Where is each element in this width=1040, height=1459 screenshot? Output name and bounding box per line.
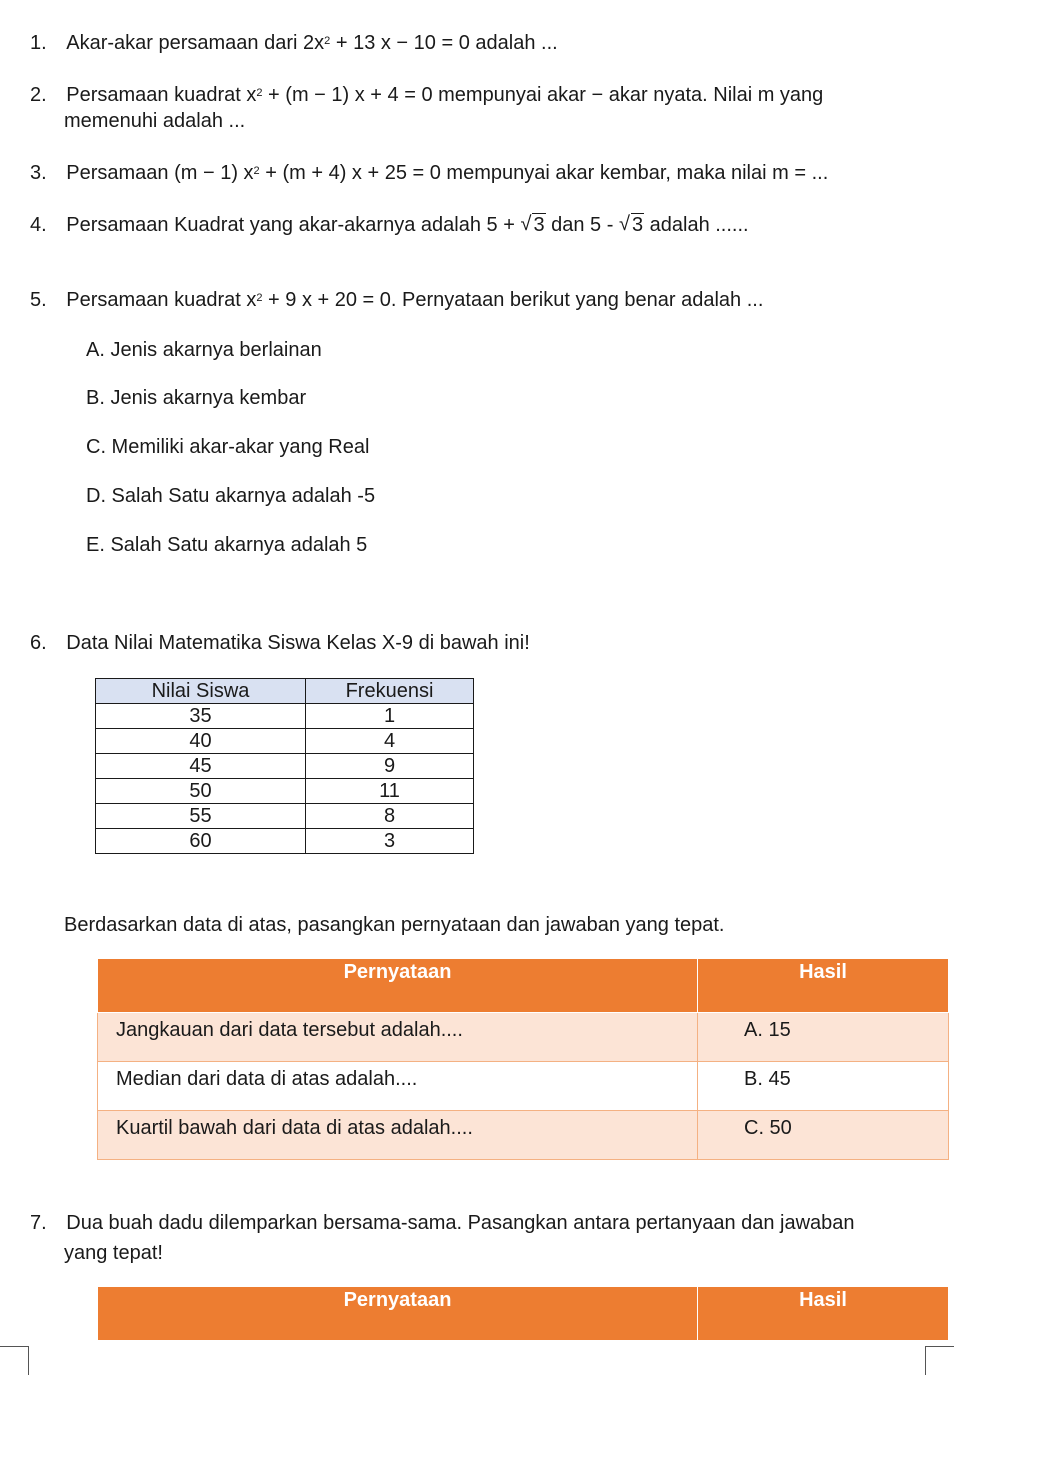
table-row xyxy=(96,729,474,754)
question-text-end: adalah ... xyxy=(469,32,558,54)
equation: $2x^2 + 13$ x − 10 = 0 xyxy=(303,32,470,54)
question-number: 2. xyxy=(30,84,47,106)
question-6 xyxy=(30,630,530,656)
column-header-hasil: Hasil xyxy=(698,959,949,1013)
cell-frekuensi: 1 xyxy=(306,704,474,729)
question-text: Akar-akar persamaan dari xyxy=(66,32,298,54)
option-c: C. Memiliki akar-akar yang Real xyxy=(86,436,370,458)
question-text-end: mempunyai akar kembar, maka nilai m = ... xyxy=(440,162,829,184)
cell-frekuensi: 3 xyxy=(306,829,474,854)
answer-cell: C. 50 xyxy=(698,1111,949,1160)
question-text: Persamaan kuadrat xyxy=(66,84,247,106)
question-text-end: adalah ...... xyxy=(644,214,749,236)
cell-nilai: 40 xyxy=(96,729,306,754)
option-b: B. Jenis akarnya kembar xyxy=(86,387,307,409)
instruction-text: Berdasarkan data di atas, pasangkan pernyataan dan jawaban yang tepat. xyxy=(64,914,725,936)
matching-table-q7 xyxy=(97,1286,949,1341)
cell-frekuensi: 11 xyxy=(306,779,474,804)
question-text-end: mempunyai akar − akar nyata. Nilai m yang xyxy=(432,84,824,106)
table-header-row xyxy=(96,679,474,704)
margin-corner-mark xyxy=(925,1346,954,1375)
root-1: 5 + √ 3 xyxy=(487,214,546,236)
sqrt-icon: √ 3 xyxy=(520,212,545,238)
cell-nilai: 60 xyxy=(96,829,306,854)
table-row xyxy=(98,1111,949,1160)
option-e: E. Salah Satu akarnya adalah 5 xyxy=(86,534,368,556)
cell-nilai: 50 xyxy=(96,779,306,804)
question-2 xyxy=(30,82,823,108)
statement-cell: Kuartil bawah dari data di atas adalah.... xyxy=(98,1111,698,1160)
connector: dan xyxy=(545,214,591,236)
option-a: A. Jenis akarnya berlainan xyxy=(86,339,322,361)
question-number: 7. xyxy=(30,1212,47,1234)
question-text: Data Nilai Matematika Siswa Kelas X-9 di bawah ini! xyxy=(66,632,530,654)
table-row xyxy=(98,1062,949,1111)
table-row xyxy=(96,779,474,804)
equation: $x^2 + (m - 1) x + 4 = 0$ xyxy=(246,84,433,106)
table-row xyxy=(98,1013,949,1062)
question-7-continuation: yang tepat! xyxy=(64,1242,163,1264)
question-4 xyxy=(30,212,749,238)
table-row xyxy=(96,804,474,829)
question-3 xyxy=(30,160,828,186)
equation: (m − 1) $x^2 + (m + 4) x + 25 = 0$ xyxy=(174,162,441,184)
question-text: Persamaan Kuadrat yang akar-akarnya adalah xyxy=(66,214,487,236)
question-text: Persamaan xyxy=(66,162,175,184)
question-number: 3. xyxy=(30,162,47,184)
option-d: D. Salah Satu akarnya adalah -5 xyxy=(86,485,376,507)
grades-table xyxy=(95,678,474,854)
cell-frekuensi: 4 xyxy=(306,729,474,754)
question-2-continuation: memenuhi adalah ... xyxy=(64,110,246,132)
question-7 xyxy=(30,1210,855,1236)
statement-cell: Jangkauan dari data tersebut adalah.... xyxy=(98,1013,698,1062)
question-1 xyxy=(30,30,558,56)
question-number: 5. xyxy=(30,289,47,311)
sqrt-icon: √ 3 xyxy=(619,212,644,238)
column-header-hasil: Hasil xyxy=(698,1287,949,1341)
question-text: Persamaan kuadrat xyxy=(66,289,247,311)
column-header-pernyataan: Pernyataan xyxy=(98,959,698,1013)
question-5 xyxy=(30,287,763,313)
matching-table-q6 xyxy=(97,958,949,1160)
column-header-frekuensi: Frekuensi xyxy=(306,679,474,704)
answer-cell: A. 15 xyxy=(698,1013,949,1062)
margin-corner-mark xyxy=(0,1346,29,1375)
root-2: 5 - √ 3 xyxy=(590,214,644,236)
table-row xyxy=(96,829,474,854)
question-text: Dua buah dadu dilemparkan bersama-sama. Pasangkan antara pertanyaan dan jawaban xyxy=(66,1212,855,1234)
statement-cell: Median dari data di atas adalah.... xyxy=(98,1062,698,1111)
cell-nilai: 45 xyxy=(96,754,306,779)
question-number: 6. xyxy=(30,632,47,654)
table-row xyxy=(96,704,474,729)
column-header-pernyataan: Pernyataan xyxy=(98,1287,698,1341)
question-text-end: . Pernyataan berikut yang benar adalah ... xyxy=(390,289,764,311)
column-header-nilai: Nilai Siswa xyxy=(96,679,306,704)
cell-nilai: 35 xyxy=(96,704,306,729)
question-number: 4. xyxy=(30,214,47,236)
equation: $x^2 + 9$ x + 20 = 0 xyxy=(246,289,391,311)
answer-cell: B. 45 xyxy=(698,1062,949,1111)
cell-frekuensi: 8 xyxy=(306,804,474,829)
question-number: 1. xyxy=(30,32,47,54)
table-row xyxy=(96,754,474,779)
cell-frekuensi: 9 xyxy=(306,754,474,779)
cell-nilai: 55 xyxy=(96,804,306,829)
